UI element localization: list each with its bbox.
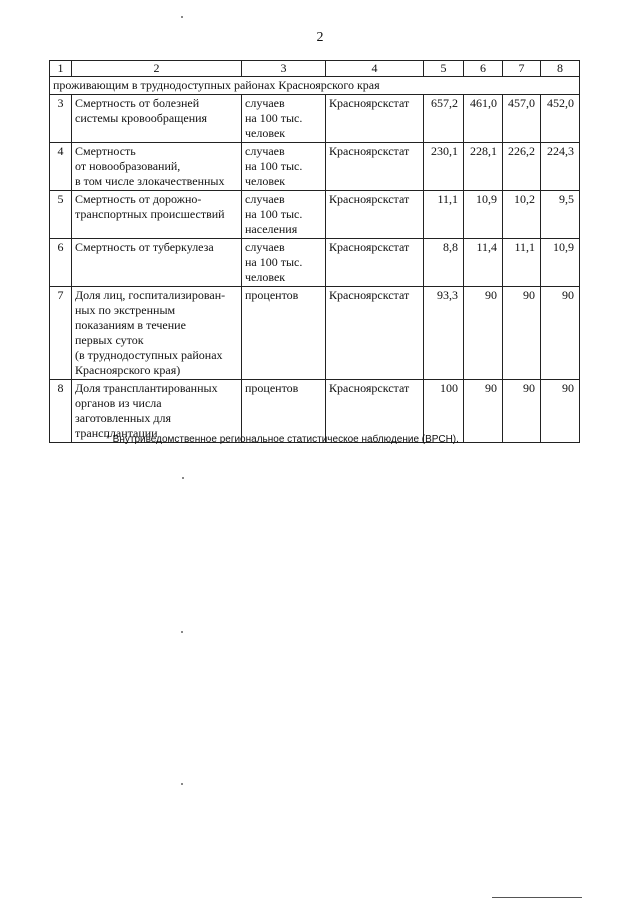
unit-cell: случаев на 100 тыс. человек <box>242 95 326 143</box>
value-cell: 8,8 <box>424 239 464 287</box>
value-cell: 224,3 <box>541 143 580 191</box>
scan-speck <box>181 631 183 633</box>
value-cell: 90 <box>541 380 580 443</box>
indicator-name: Смертность от туберкулеза <box>72 239 242 287</box>
value-cell: 90 <box>503 380 541 443</box>
column-header: 8 <box>541 61 580 77</box>
section-title: проживающим в труднодоступных районах Красноярского края <box>50 77 580 95</box>
column-header: 2 <box>72 61 242 77</box>
unit-cell: случаев на 100 тыс. человек <box>242 239 326 287</box>
column-header: 3 <box>242 61 326 77</box>
column-header: 6 <box>464 61 503 77</box>
source-cell: Красноярскстат <box>326 239 424 287</box>
value-cell: 9,5 <box>541 191 580 239</box>
column-header: 5 <box>424 61 464 77</box>
unit-cell: случаев на 100 тыс. человек <box>242 143 326 191</box>
value-cell: 657,2 <box>424 95 464 143</box>
column-header: 7 <box>503 61 541 77</box>
value-cell: 11,1 <box>503 239 541 287</box>
page-number: 2 <box>316 30 324 45</box>
indicator-name: Доля трансплантированных органов из числа заготовленных для трансплантации <box>72 380 242 443</box>
value-cell: 90 <box>503 287 541 380</box>
value-cell: 226,2 <box>503 143 541 191</box>
row-number: 6 <box>50 239 72 287</box>
scan-edge-line <box>492 897 582 898</box>
column-header: 1 <box>50 61 72 77</box>
table-row <box>50 239 580 287</box>
section-row <box>50 77 580 95</box>
source-cell: Красноярскстат <box>326 380 424 443</box>
indicator-name: Смертность от новообразований, в том числе злокачественных <box>72 143 242 191</box>
value-cell: 10,9 <box>541 239 580 287</box>
source-cell: Красноярскстат <box>326 287 424 380</box>
source-cell: Красноярскстат <box>326 191 424 239</box>
value-cell: 461,0 <box>464 95 503 143</box>
scan-speck <box>182 477 184 479</box>
value-cell: 11,4 <box>464 239 503 287</box>
table-row <box>50 143 580 191</box>
scan-speck <box>181 16 183 18</box>
value-cell: 90 <box>541 287 580 380</box>
row-number: 8 <box>50 380 72 443</box>
indicator-name: Доля лиц, госпитализирован- ных по экстренным показаниям в течение первых суток (в труднодоступных районах Красноярского края) <box>72 287 242 380</box>
scan-speck <box>181 783 183 785</box>
indicators-table <box>49 60 580 443</box>
value-cell: 230,1 <box>424 143 464 191</box>
table-row <box>50 191 580 239</box>
row-number: 7 <box>50 287 72 380</box>
header-row <box>50 61 580 77</box>
value-cell: 10,2 <box>503 191 541 239</box>
table-row <box>50 95 580 143</box>
indicator-name: Смертность от дорожно- транспортных происшествий <box>72 191 242 239</box>
row-number: 4 <box>50 143 72 191</box>
unit-cell: случаев на 100 тыс. населения <box>242 191 326 239</box>
value-cell: 90 <box>464 287 503 380</box>
value-cell: 457,0 <box>503 95 541 143</box>
indicator-name: Смертность от болезней системы кровообращения <box>72 95 242 143</box>
unit-cell: процентов <box>242 287 326 380</box>
value-cell: 10,9 <box>464 191 503 239</box>
value-cell: 93,3 <box>424 287 464 380</box>
column-header: 4 <box>326 61 424 77</box>
value-cell: 90 <box>464 380 503 443</box>
unit-cell: процентов <box>242 380 326 443</box>
footnote: * Внутриведомственное региональное статистическое наблюдение (ВРСН). <box>106 434 459 445</box>
value-cell: 452,0 <box>541 95 580 143</box>
row-number: 5 <box>50 191 72 239</box>
row-number: 3 <box>50 95 72 143</box>
value-cell: 11,1 <box>424 191 464 239</box>
source-cell: Красноярскстат <box>326 95 424 143</box>
table-row <box>50 287 580 380</box>
source-cell: Красноярскстат <box>326 143 424 191</box>
value-cell: 100 <box>424 380 464 443</box>
value-cell: 228,1 <box>464 143 503 191</box>
